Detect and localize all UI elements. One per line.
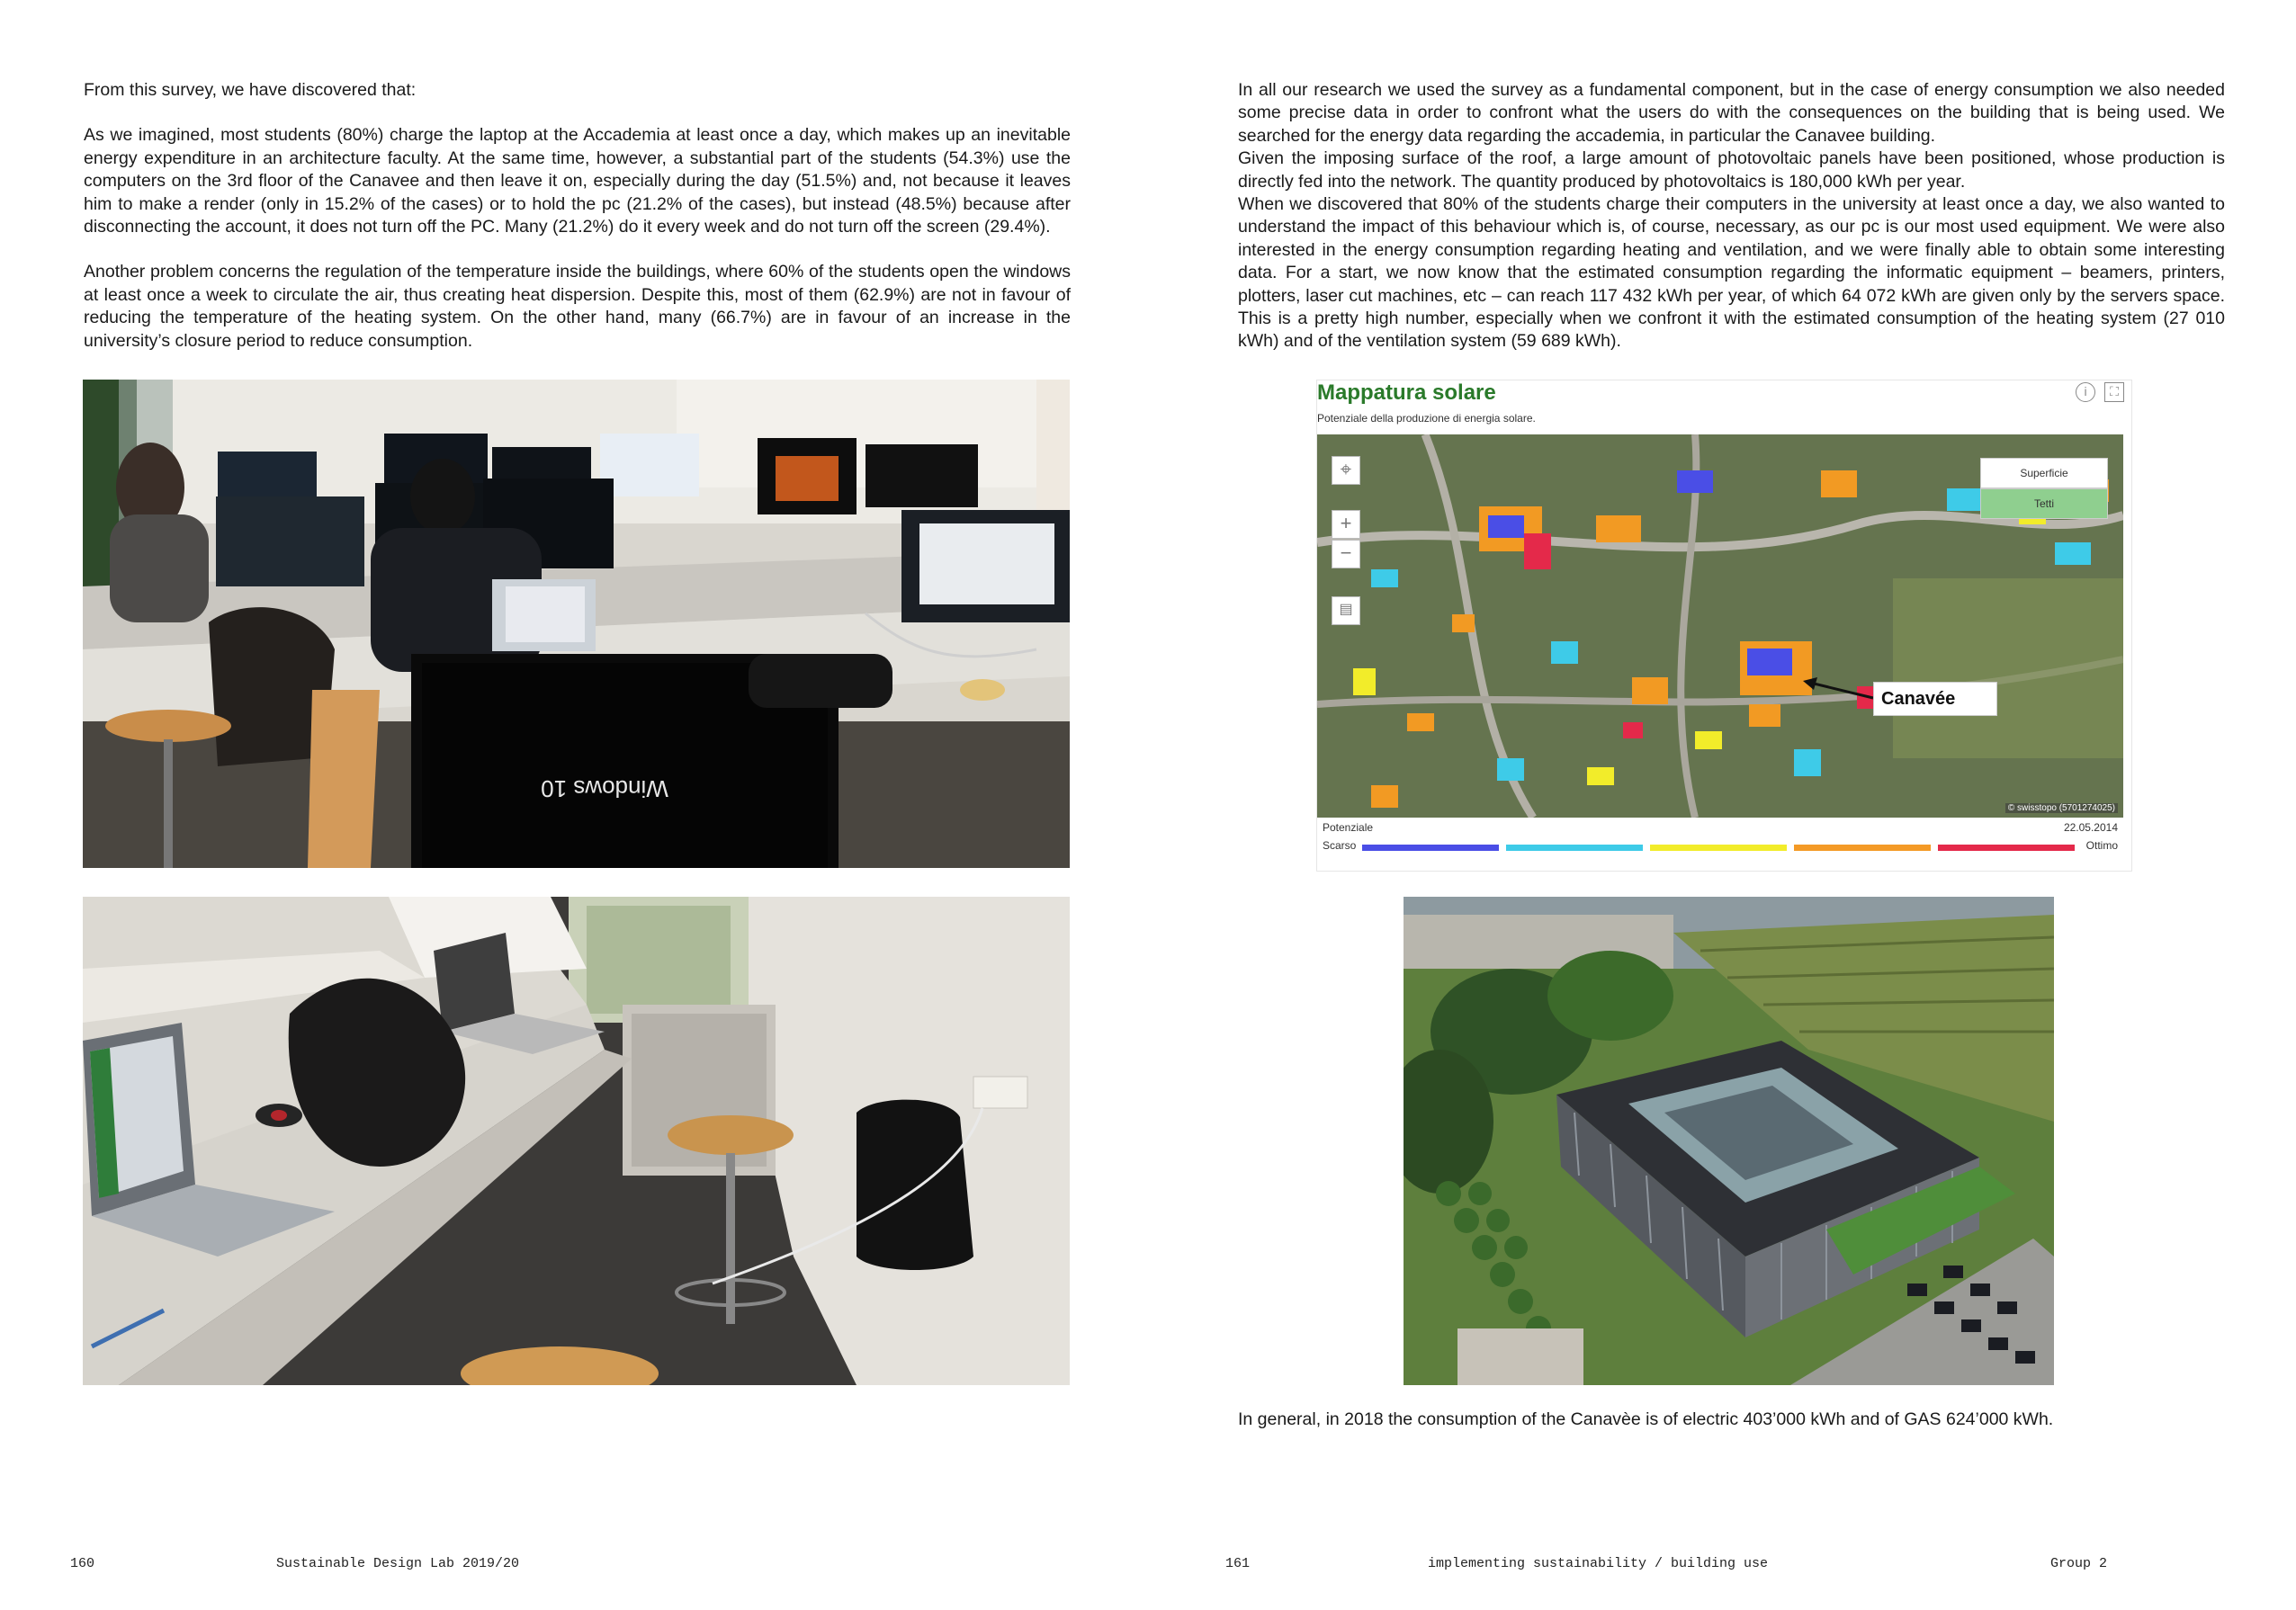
legend-title: Potenziale — [1323, 821, 1374, 834]
canavee-label: Canavée — [1873, 682, 1997, 716]
desk-laptop-photo — [83, 897, 1070, 1385]
map-layers-icon[interactable]: ▤ — [1332, 596, 1360, 625]
legend-date: 22.05.2014 — [2063, 821, 2118, 834]
legend-scale — [1317, 839, 2123, 857]
legend-bar-3 — [1650, 845, 1787, 851]
legend-bar-2 — [1506, 845, 1643, 851]
left-text-column — [84, 79, 1071, 353]
right-page-number: 161 — [1225, 1556, 1251, 1571]
zoom-out-button[interactable]: − — [1332, 540, 1360, 568]
map-credit: © swisstopo (5701274025) — [2005, 803, 2118, 813]
right-footer-group: Group 2 — [2050, 1556, 2108, 1571]
right-paragraph-1: In all our research we used the survey as a fundamental component, but in the case of energy consumption we also needed some precise data in order to confront what the users do with the consequences on the building that is being used. We searched for the energy data regarding the accademia, in particular the Canavee building. — [1238, 80, 2225, 146]
legend-header — [1317, 821, 2123, 837]
right-paragraph-3: When we discovered that 80% of the students charge their computers in the university at least once a day, we also wanted to understand the impact of this behaviour which is, of course, necessary, as our pc is our most used equipment. We were also interested in the energy consumption regarding heating and ventilation, and we were finally able to obtain some interesting data. For a start, we now know that the estimated consumption regarding the informatic equipment – beamers, printers, plotters, laser cut machines, etc – can reach 117 432 kWh per year, of which 64 072 kWh are given only by the servers space. This is a pretty high number, especially when we confront it with the estimated consumption of the heating system (27 010 kWh) and of the ventilation system (59 689 kWh). — [1238, 194, 2225, 352]
left-paragraph-3: Another problem concerns the regulation of the temperature inside the buildings, where 60% of the students open the windows at least once a week to circulate the air, thus creating heat dispersion. Despite this, most of them (62.9%) are not in favour of reducing the temperature of the heating system. On the other hand, many (66.7%) are in favour of an increase in the university’s closure period to reduce consumption. — [84, 262, 1071, 351]
canavee-aerial-photo — [1404, 897, 2054, 1385]
right-text-column — [1238, 79, 2225, 353]
legend-high: Ottimo — [2085, 839, 2118, 852]
info-icon[interactable]: i — [2076, 382, 2095, 402]
legend-bar-5 — [1938, 845, 2075, 851]
map-title: Mappatura solare — [1317, 380, 1496, 405]
solar-map-panel — [1316, 380, 2132, 872]
legend-low: Scarso — [1323, 839, 1357, 852]
right-paragraph-2: Given the imposing surface of the roof, a large amount of photovoltaic panels have been positioned, whose production is directly fed into the network. The quantity produced by photovoltaics is 180,000 kWh per year. — [1238, 148, 2225, 192]
windows-10-screen-text: Windows 10 — [541, 775, 668, 802]
left-paragraph-1: From this survey, we have discovered that: — [84, 80, 417, 100]
legend-bar-4 — [1794, 845, 1931, 851]
legend-bar-1 — [1362, 845, 1499, 851]
left-paragraph-2: As we imagined, most students (80%) charge the laptop at the Accademia at least once a day, which makes up an inevitable energy expenditure in an architecture faculty. At the same time, however, a substantial part of the students (54.3%) use the computers on the 3rd floor of the Canavee and then leave it on, especially during the day (51.5%) and, not because it leaves him to make a render (only in 15.2% of the cases) or to hold the pc (21.2% of the cases), but instead (48.5%) because after disconnecting the account, it does not turn off the PC. Many (21.2%) do it every week and do not turn off the screen (29.4%). — [84, 125, 1071, 237]
consumption-caption: In general, in 2018 the consumption of the Canavèe is of electric 403’000 kWh and of GAS 624’000 kWh. — [1238, 1409, 2054, 1429]
zoom-in-button[interactable]: + — [1332, 510, 1360, 539]
aerial-map[interactable] — [1317, 434, 2123, 818]
locate-button[interactable]: ⌖ — [1332, 456, 1360, 485]
left-page-number: 160 — [70, 1556, 95, 1571]
layer-superficie-button[interactable]: Superficie — [1980, 458, 2108, 488]
right-footer-section: implementing sustainability / building use — [1428, 1556, 1769, 1571]
layer-tetti-button[interactable]: Tetti — [1980, 488, 2108, 519]
computer-lab-photo — [83, 380, 1070, 868]
left-footer-title: Sustainable Design Lab 2019/20 — [276, 1556, 520, 1571]
map-subtitle: Potenziale della produzione di energia solare. — [1317, 412, 1536, 425]
fullscreen-icon[interactable]: ⛶ — [2104, 382, 2124, 402]
